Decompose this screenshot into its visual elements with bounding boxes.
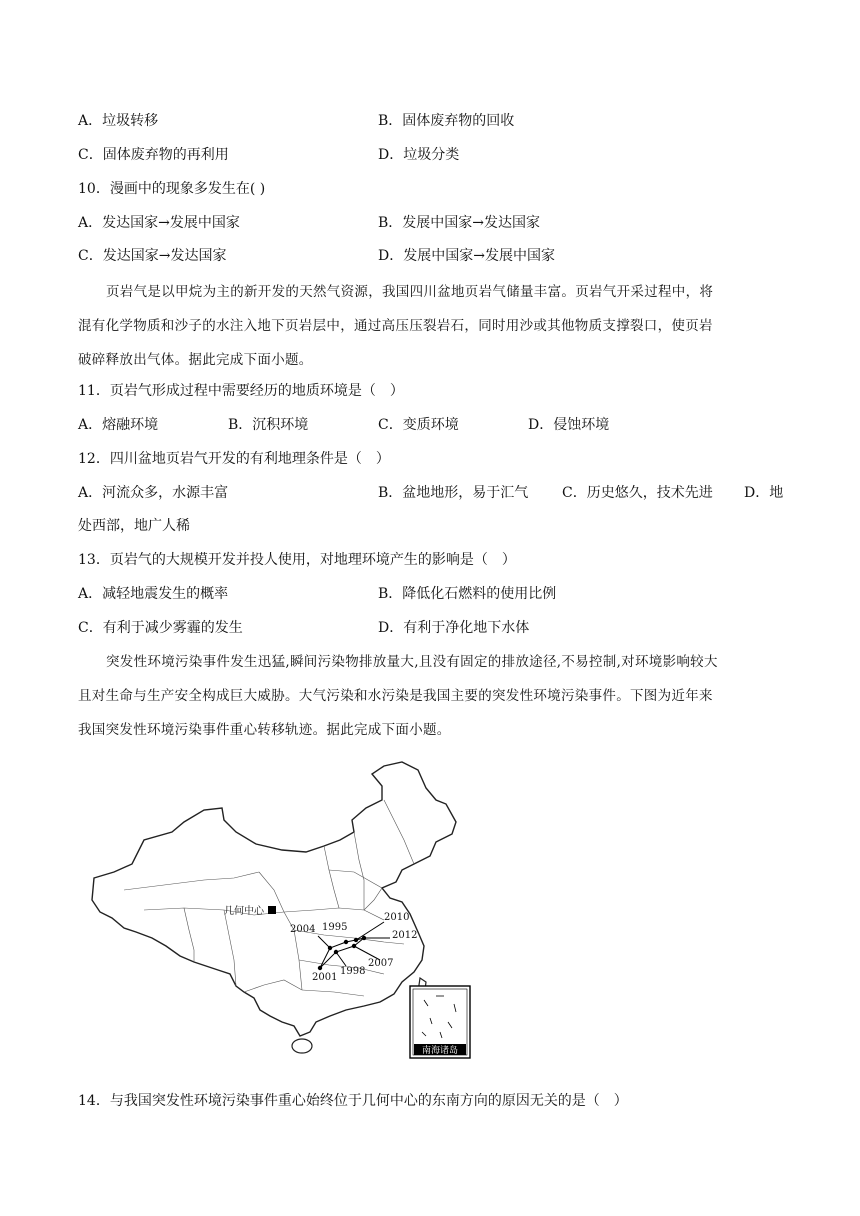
year-label-2012: 2012 — [392, 930, 418, 941]
year-label-2004: 2004 — [290, 924, 316, 935]
q9-option-a: A．垃圾转移 — [78, 113, 159, 129]
q12-option-a: A．河流众多，水源丰富 — [78, 485, 229, 501]
q10-option-d: D．发展中国家→发展中国家 — [378, 248, 555, 264]
q9-option-b: B．固体废弃物的回收 — [378, 113, 515, 129]
q13-option-b: B．降低化石燃料的使用比例 — [378, 586, 557, 602]
china-pollution-map — [84, 760, 484, 1060]
q10-stem: 10．漫画中的现象多发生在( ) — [78, 181, 266, 197]
q13-option-d: D．有利于净化地下水体 — [378, 620, 530, 636]
q12-option-d-continued: 处西部，地广人稀 — [78, 518, 190, 534]
year-label-1995: 1995 — [322, 922, 348, 933]
q11-option-a: A．熔融环境 — [78, 417, 159, 433]
year-label-2001: 2001 — [312, 972, 338, 983]
passage-pollution — [78, 645, 784, 747]
q11-stem: 11．页岩气形成过程中需要经历的地质环境是（ ） — [78, 383, 404, 399]
q10-option-c: C．发达国家→发达国家 — [78, 248, 227, 264]
china-outline — [92, 762, 456, 1036]
q13-stem: 13．页岩气的大规模开发并投人使用，对地理环境产生的影响是（ ） — [78, 552, 516, 568]
q13-option-a: A．减轻地震发生的概率 — [78, 586, 229, 602]
q9-option-c: C．固体废弃物的再利用 — [78, 147, 229, 163]
passage1-line-3: 破碎释放出气体。据此完成下面小题。 — [78, 352, 313, 368]
q12-option-c: C．历史悠久，技术先进 — [562, 485, 713, 501]
year-label-2007: 2007 — [368, 958, 394, 969]
q12-option-d: D．地 — [744, 485, 784, 501]
inset-label: 南海诸岛 — [421, 1046, 459, 1056]
q11-option-c: C．变质环境 — [378, 417, 459, 433]
hainan-island — [292, 1039, 312, 1053]
geometric-center-label: 几何中心 — [224, 906, 264, 917]
geometric-center-marker — [268, 906, 276, 914]
passage2-line-2: 且对生命与生产安全构成巨大威胁。大气污染和水污染是我国主要的突发性环境污染事件。下图为近年来 — [78, 688, 713, 704]
passage2-line-3: 我国突发性环境污染事件重心转移轨迹。据此完成下面小题。 — [78, 722, 451, 738]
year-label-2010: 2010 — [384, 912, 410, 923]
passage-shale-gas — [78, 275, 784, 377]
q12-stem: 12．四川盆地页岩气开发的有利地理条件是（ ） — [78, 451, 390, 467]
q11-option-b: B．沉积环境 — [228, 417, 309, 433]
q9-option-d: D．垃圾分类 — [378, 147, 460, 163]
south-china-sea-inset — [410, 986, 470, 1058]
q11-option-d: D．侵蚀环境 — [528, 417, 610, 433]
q13-option-c: C．有利于减少雾霾的发生 — [78, 620, 243, 636]
year-label-1998: 1998 — [340, 966, 366, 977]
map-svg — [84, 760, 484, 1060]
passage1-line-2: 混有化学物质和沙子的水注入地下页岩层中，通过高压压裂岩石，同时用沙或其他物质支撑裂口，使页岩 — [78, 318, 713, 334]
passage1-line-1: 页岩气是以甲烷为主的新开发的天然气资源，我国四川盆地页岩气储量丰富。页岩气开采过程中，将 — [106, 284, 714, 300]
passage2-line-1: 突发性环境污染事件发生迅猛,瞬间污染物排放量大,且没有固定的排放途径,不易控制,对环境影响较大 — [106, 654, 718, 670]
q12-option-b: B．盆地地形，易于汇气 — [378, 485, 529, 501]
q14-stem: 14．与我国突发性环境污染事件重心始终位于几何中心的东南方向的原因无关的是（ ） — [78, 1093, 628, 1109]
q10-option-a: A．发达国家→发展中国家 — [78, 215, 240, 231]
q10-option-b: B．发展中国家→发达国家 — [378, 215, 541, 231]
